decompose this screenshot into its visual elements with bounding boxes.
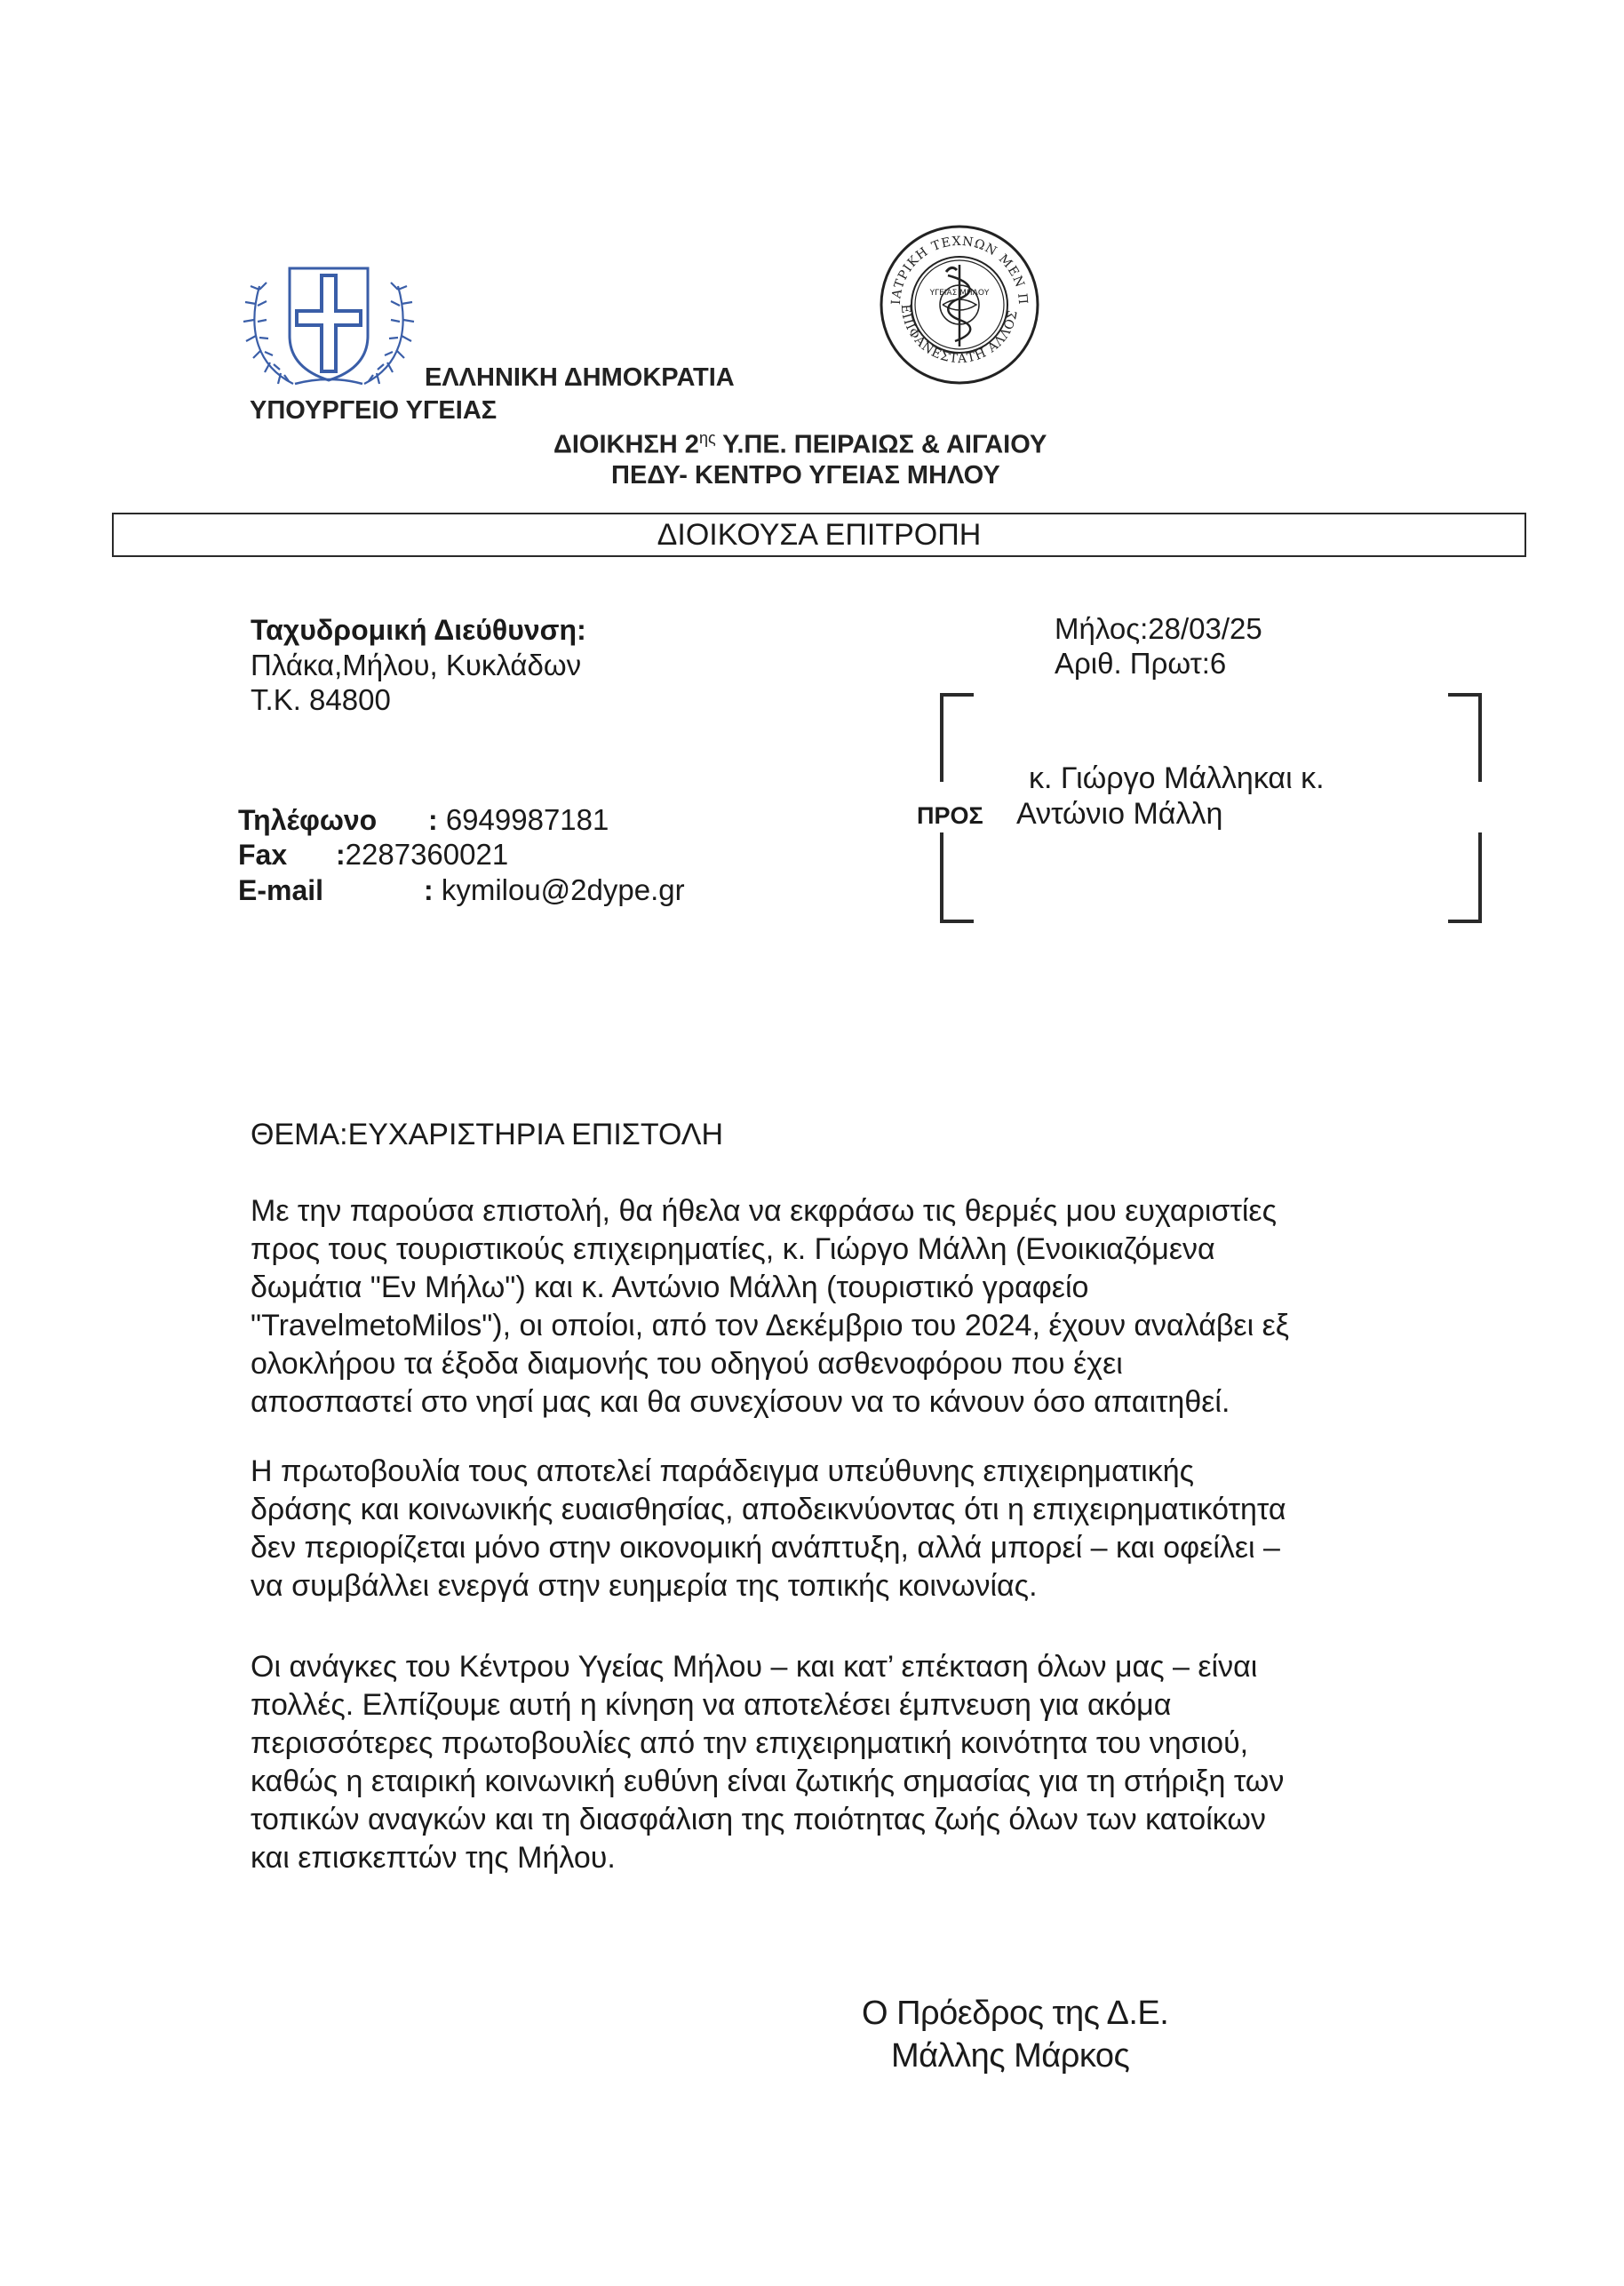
seal-top-text: ΙΑΤΡΙΚΗ ΤΕΧΝΩΝ ΜΕΝ Π	[888, 234, 1031, 307]
subject-line: ΘΕΜΑ:ΕΥΧΑΡΙΣΤΗΡΙΑ ΕΠΙΣΤΟΛΗ	[251, 1118, 724, 1151]
paragraph-line: τοπικών αναγκών και τη διασφάλιση της ποιότητας ζωής όλων των κατοίκων	[251, 1803, 1266, 1836]
signature-title: Ο Πρόεδρος της Δ.Ε.	[862, 1995, 1169, 2032]
administration-prefix: ΔΙΟΙΚΗΣΗ 2	[553, 430, 699, 459]
paragraph-line: περισσότερες πρωτοβουλίες από την επιχειρηματική κοινότητα του νησιού,	[251, 1726, 1249, 1760]
phone-label: Τηλέφωνο	[238, 804, 378, 836]
health-center-seal	[875, 220, 1044, 389]
address-label: Ταχυδρομική Διεύθυνση:	[251, 614, 586, 646]
body-paragraph-1	[251, 1192, 1441, 1422]
phone-number: 6949987181	[445, 803, 609, 836]
paragraph-line: προς τους τουριστικούς επιχειρηματίες, κ. Γιώργο Μάλλη (Ενοικιαζόμενα	[251, 1232, 1215, 1266]
fax-label: Fax	[238, 839, 288, 871]
paragraph-line: πολλές. Ελπίζουμε αυτή η κίνηση να αποτελέσει έμπνευση για ακόμα	[251, 1688, 1172, 1722]
recipient-line-1: κ. Γιώργο Μάλληκαι κ.	[1029, 761, 1325, 795]
paragraph-line: και επισκεπτών της Μήλου.	[251, 1841, 616, 1875]
committee-box	[112, 513, 1526, 557]
fax-value: :2287360021	[336, 838, 509, 871]
seal-center-text: ΥΓΕΙΑΣ ΜΗΛΟΥ	[929, 289, 990, 298]
paragraph-line: να συμβάλλει ενεργά στην ευημερία της τοπικής κοινωνίας.	[251, 1569, 1038, 1603]
paragraph-line: δωμάτια "Εν Μήλω") και κ. Αντώνιο Μάλλη (τουριστικό γραφείο	[251, 1270, 1089, 1304]
address-postcode: Τ.Κ. 84800	[251, 683, 391, 716]
committee-heading: ΔΙΟΙΚΟΥΣΑ ΕΠΙΤΡΟΠΗ	[657, 518, 982, 552]
body-paragraph-3	[251, 1648, 1441, 1877]
republic-heading: ΕΛΛΗΝΙΚΗ ΔΗΜΟΚΡΑΤΙΑ	[425, 363, 735, 392]
administration-ordinal: ης	[698, 429, 716, 447]
health-center-heading: ΠΕΔΥ- ΚΕΝΤΡΟ ΥΓΕΙΑΣ ΜΗΛΟΥ	[611, 461, 1000, 490]
seal-bottom-text: ΕΠΙΦΑΝΕΣΤΑΤΗ ΑΛΛΟΣ	[897, 303, 1021, 367]
paragraph-line: καθώς η εταιρική κοινωνική ευθύνη είναι ζωτικής σημασίας για τη στήριξη των	[251, 1764, 1285, 1798]
administration-heading	[553, 429, 1047, 460]
protocol-number: Αριθ. Πρωτ:6	[1055, 647, 1227, 680]
date-line: Μήλος:28/03/25	[1055, 612, 1262, 645]
recipient-bracket-bottom-left	[940, 832, 974, 923]
recipient-bracket-bottom-right	[1448, 832, 1482, 923]
body-paragraph-2	[251, 1453, 1441, 1605]
administration-suffix: Υ.ΠΕ. ΠΕΙΡΑΙΩΣ & ΑΙΓΑΙΟΥ	[715, 430, 1047, 459]
email-label: E-mail	[238, 874, 324, 906]
fax-number: 2287360021	[345, 838, 509, 871]
ministry-heading: ΥΠΟΥΡΓΕΙΟ ΥΓΕΙΑΣ	[250, 396, 498, 425]
paragraph-line: δεν περιορίζεται μόνο στην οικονομική ανάπτυξη, αλλά μπορεί – και οφείλει –	[251, 1531, 1280, 1565]
phone-value: : 6949987181	[428, 803, 609, 836]
paragraph-line: Η πρωτοβουλία τους αποτελεί παράδειγμα υπεύθυνης επιχειρηματικής	[251, 1454, 1195, 1488]
paragraph-line: "TravelmetoMilos"), οι οποίοι, από τον Δεκέμβριο του 2024, έχουν αναλάβει εξ	[251, 1309, 1289, 1342]
paragraph-line: ολοκλήρου τα έξοδα διαμονής του οδηγού ασθενοφόρου που έχει	[251, 1347, 1123, 1381]
signature-name: Μάλλης Μάρκος	[891, 2037, 1130, 2075]
paragraph-line: Οι ανάγκες του Κέντρου Υγείας Μήλου – και κατ’ επέκταση όλων μας – είναι	[251, 1650, 1258, 1684]
email-address: kymilou@2dype.gr	[441, 873, 685, 906]
address-line-1: Πλάκα,Μήλου, Κυκλάδων	[251, 649, 582, 681]
paragraph-line: δράσης και κοινωνικής ευαισθησίας, αποδεικνύοντας ότι η επιχειρηματικότητα	[251, 1493, 1286, 1526]
email-value: : kymilou@2dype.gr	[424, 873, 685, 906]
recipient-label: ΠΡΟΣ	[917, 802, 983, 829]
paragraph-line: αποσπαστεί στο νησί μας και θα συνεχίσουν να το κάνουν όσο απαιτηθεί.	[251, 1385, 1230, 1419]
recipient-bracket-top-left	[940, 693, 974, 782]
recipient-bracket-top-right	[1448, 693, 1482, 782]
recipient-line-2: Αντώνιο Μάλλη	[1016, 797, 1223, 831]
greek-emblem	[240, 251, 418, 391]
paragraph-line: Με την παρούσα επιστολή, θα ήθελα να εκφράσω τις θερμές μου ευχαριστίες	[251, 1194, 1277, 1228]
